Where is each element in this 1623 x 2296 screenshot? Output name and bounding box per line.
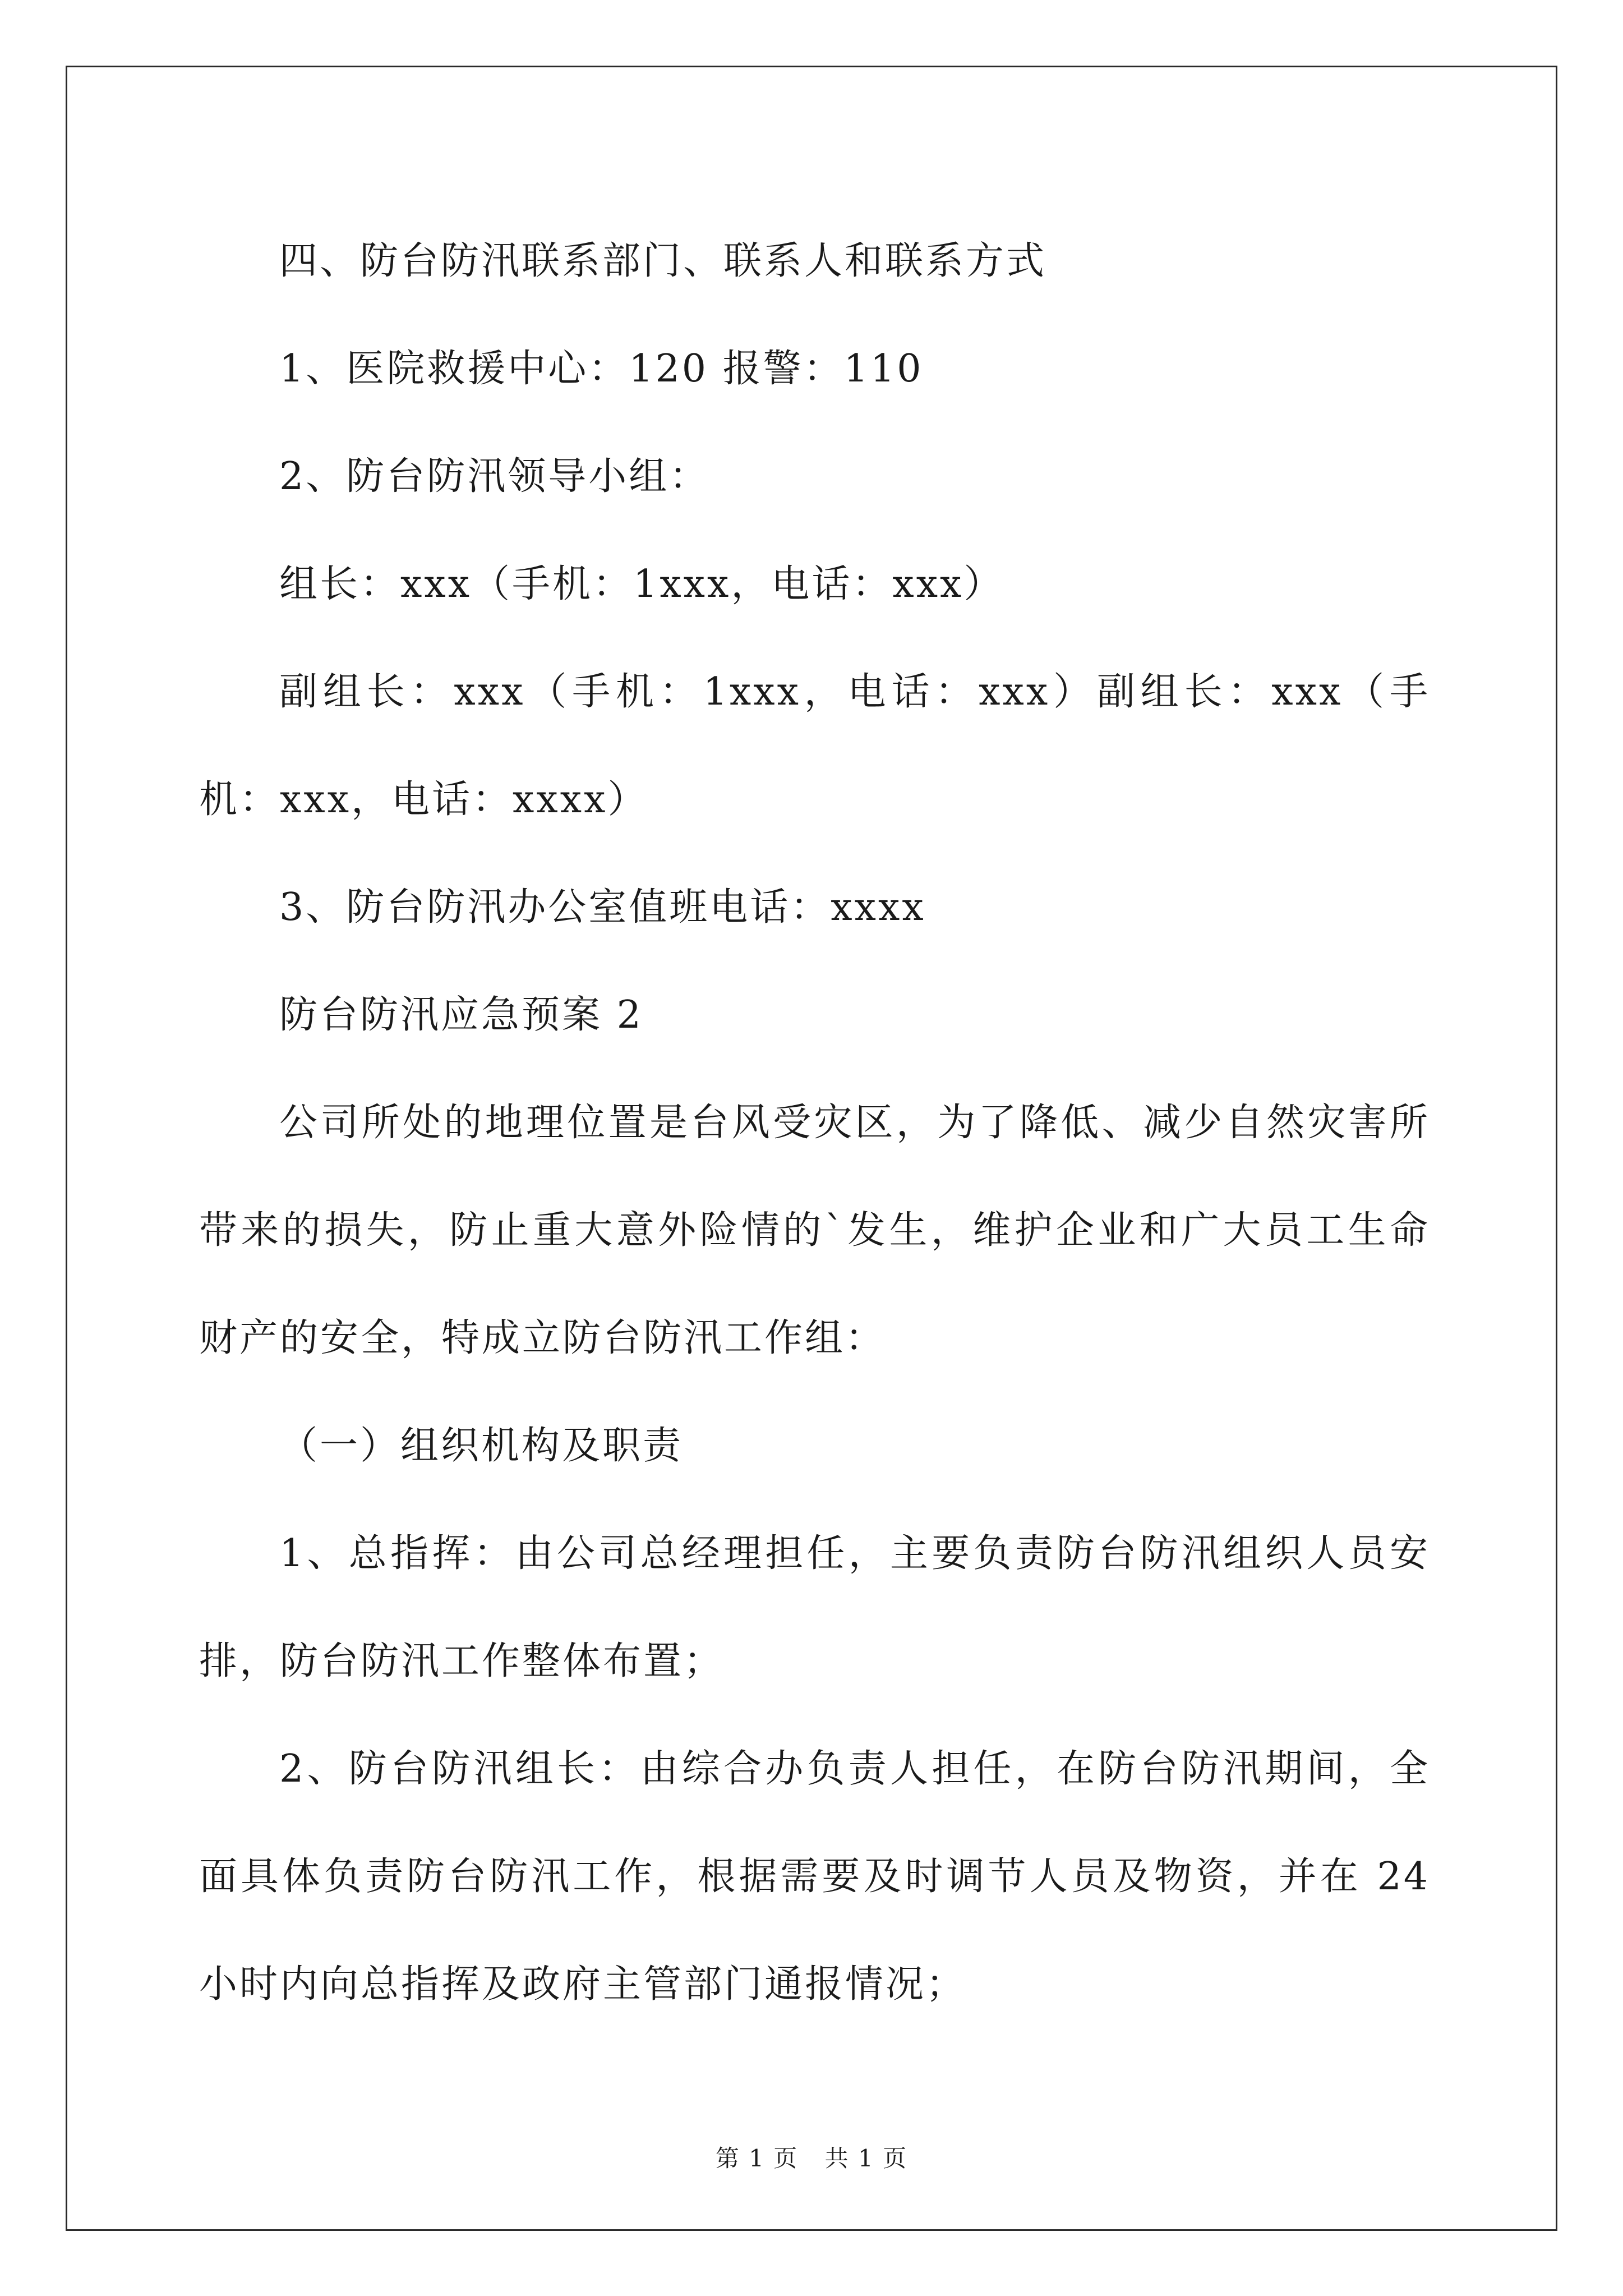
document-body — [199, 208, 1430, 2039]
paragraph: 1、总指挥：由公司总经理担任，主要负责防台防汛组织人员安排，防台防汛工作整体布置； — [199, 1531, 1430, 1683]
page-number: 第 1 页 — [715, 2145, 799, 2172]
paragraph: 副组长：xxx（手机：1xxx，电话：xxx）副组长：xxx（手机：xxx，电话：xxxx） — [199, 670, 1430, 822]
paragraph: 3、防台防汛办公室值班电话：xxxx — [279, 885, 926, 930]
paragraph: 2、防台防汛领导小组： — [279, 454, 710, 499]
paragraph: 1、医院救援中心：120 报警：110 — [279, 347, 924, 391]
paragraph: 2、防台防汛组长：由综合办负责人担任，在防台防汛期间，全面具体负责防台防汛工作，根据需要及时调节人员及物资，并在 24 小时内向总指挥及政府主管部门通报情况； — [199, 1747, 1430, 2007]
page-total: 共 1 页 — [824, 2145, 908, 2172]
document-title: 防台防汛应急预案 2 — [279, 993, 643, 1037]
paragraph: 公司所处的地理位置是台风受灾区，为了降低、减少自然灾害所带来的损失，防止重大意外险情的`发生，维护企业和广大员工生命财产的安全，特成立防台防汛工作组： — [199, 1101, 1430, 1360]
section-heading: （一）组织机构及职责 — [279, 1424, 684, 1468]
page-footer — [0, 2140, 1623, 2174]
paragraph: 组长：xxx（手机：1xxx，电话：xxx） — [279, 562, 1004, 606]
section-heading: 四、防台防汛联系部门、联系人和联系方式 — [279, 239, 1047, 283]
